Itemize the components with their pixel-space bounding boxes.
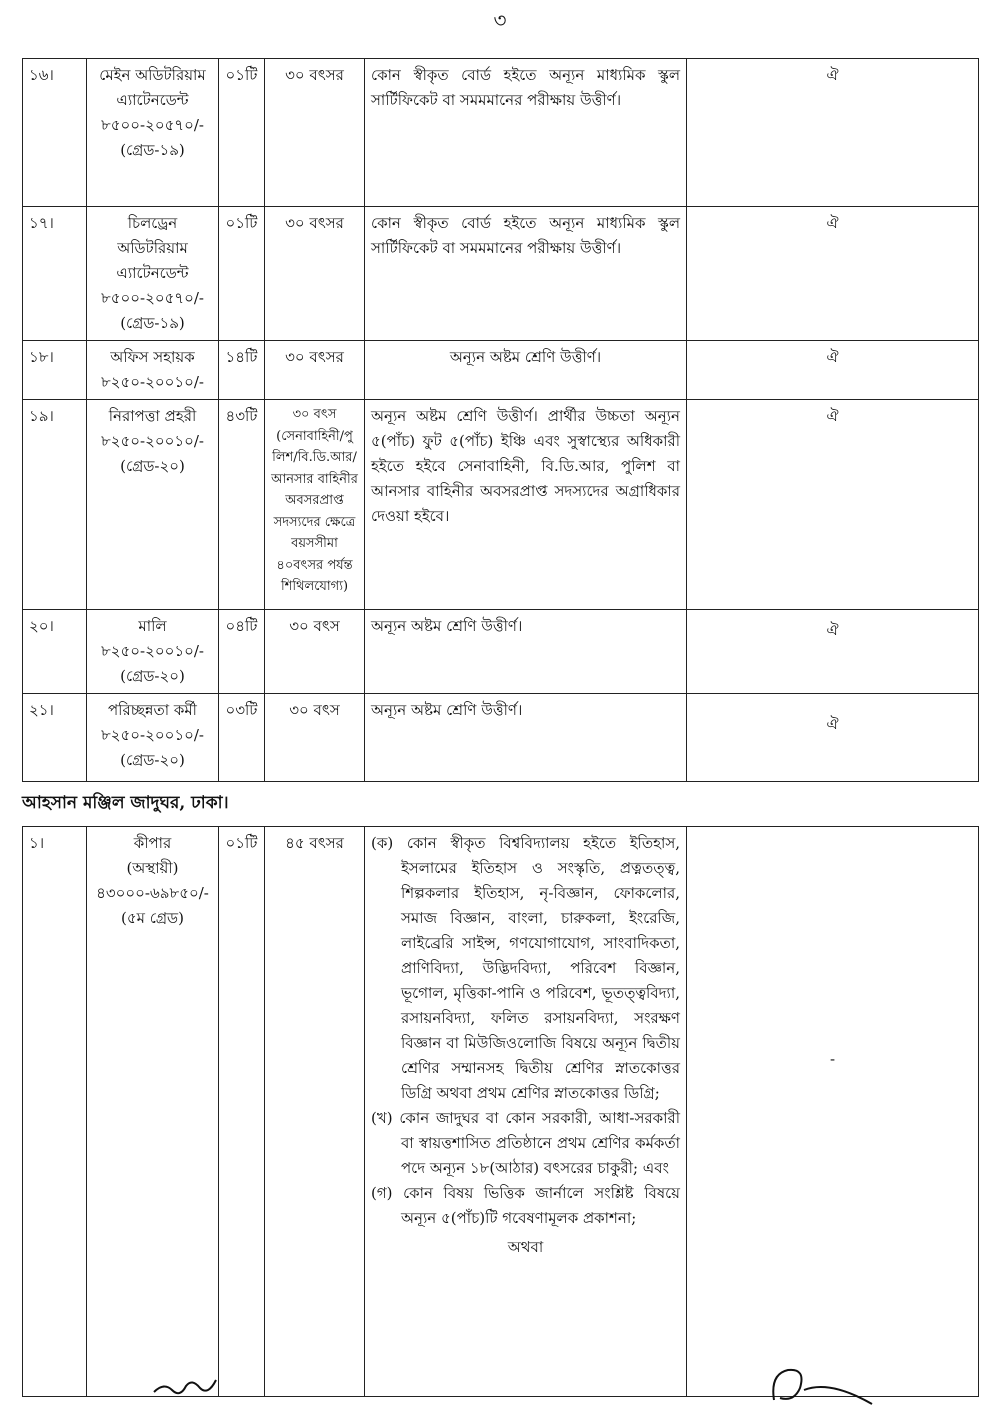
table-row	[23, 207, 979, 341]
post-cell	[87, 400, 219, 610]
qualification-cell: অন্যূন অষ্টম শ্রেণি উত্তীর্ণ।	[365, 694, 687, 782]
count-cell: ০১টি	[219, 59, 265, 207]
qualification-item: (গ) কোন বিষয় ভিত্তিক জার্নালে সংশ্লিষ্ট বিষয়ে অন্যূন ৫(পাঁচ)টি গবেষণামূলক প্রকাশনা;	[371, 1184, 680, 1227]
remark-cell: -	[687, 827, 979, 1397]
age-line: শিথিলযোগ্য)	[280, 579, 349, 594]
remark-cell: ঐ	[687, 207, 979, 341]
qualification-cell	[365, 827, 687, 1397]
post-line: ৮২৫০-২০০১০/-	[101, 373, 204, 391]
table-row	[23, 610, 979, 694]
age-line: সদস্যদের ক্ষেত্রে	[273, 514, 356, 530]
age-line: ৩০ বৎস	[292, 407, 337, 422]
remark-cell: ঐ	[687, 59, 979, 207]
table-row	[23, 827, 979, 1397]
post-line: ৪৩০০০-৬৯৮৫০/-	[96, 884, 209, 902]
age-line: আনসার বাহিনীর	[271, 471, 358, 487]
post-line: (গ্রেড-২০)	[120, 457, 185, 475]
age-line: অবসরপ্রাপ্ত	[285, 493, 344, 508]
post-line: (গ্রেড-২০)	[120, 751, 185, 769]
age-line: বয়সসীমা	[291, 536, 338, 551]
age-cell: ৩০ বৎসর	[265, 59, 365, 207]
serial-cell: ১৬।	[23, 59, 87, 207]
posts-table	[22, 58, 979, 782]
post-line: ৮২৫০-২০০১০/-	[101, 726, 204, 744]
serial-cell: ১৯।	[23, 400, 87, 610]
post-line: (গ্রেড-২০)	[120, 667, 185, 685]
count-cell: ০১টি	[219, 207, 265, 341]
post-line: (৫ম গ্রেড)	[121, 909, 184, 927]
qualification-item: (খ) কোন জাদুঘর বা কোন সরকারী, আধা-সরকারী বা স্বায়ত্তশাসিত প্রতিষ্ঠানে প্রথম শ্রেণির কর্মকর্তা পদে অন্যূন ১৮(আঠার) বৎসরের চাকুরী; এবং	[371, 1109, 680, 1177]
post-cell	[87, 610, 219, 694]
age-line: লিশ/বি.ডি.আর/	[272, 450, 357, 465]
post-cell	[87, 694, 219, 782]
count-cell: ৪৩টি	[219, 400, 265, 610]
post-line: চিলড্রেন	[127, 214, 178, 232]
page-number: ৩	[493, 8, 507, 32]
table-row	[23, 400, 979, 610]
post-line: এ্যাটেনডেন্ট	[116, 91, 189, 109]
qualification-cell: অন্যূন অষ্টম শ্রেণি উত্তীর্ণ।	[365, 610, 687, 694]
serial-cell: ২০।	[23, 610, 87, 694]
post-cell	[87, 59, 219, 207]
qualification-cell: কোন স্বীকৃত বোর্ড হইতে অন্যূন মাধ্যমিক স্কুল সার্টিফিকেট বা সমমমানের পরীক্ষায় উত্তীর্ণ।	[365, 207, 687, 341]
remark-cell: ঐ	[687, 400, 979, 610]
age-cell: ৩০ বৎসর	[265, 207, 365, 341]
post-line: কীপার	[133, 834, 172, 852]
post-cell	[87, 827, 219, 1397]
age-line: ৪০বৎসর পর্যন্ত	[276, 557, 353, 573]
qualification-cell: অন্যূন অষ্টম শ্রেণি উত্তীর্ণ।	[365, 341, 687, 400]
signature-left	[150, 1372, 220, 1402]
section-heading: আহসান মঞ্জিল জাদুঘর, ঢাকা।	[22, 793, 229, 813]
post-line: এ্যাটেনডেন্ট	[116, 264, 189, 282]
remark-cell: ঐ	[687, 610, 979, 694]
post-cell	[87, 341, 219, 400]
post-line: অডিটরিয়াম	[117, 239, 188, 257]
post-cell	[87, 207, 219, 341]
count-cell: ০১টি	[219, 827, 265, 1397]
post-line: মেইন অডিটরিয়াম	[99, 66, 206, 84]
age-cell	[265, 400, 365, 610]
post-line: ৮২৫০-২০০১০/-	[101, 642, 204, 660]
qualification-cell: কোন স্বীকৃত বোর্ড হইতে অন্যূন মাধ্যমিক স্কুল সার্টিফিকেট বা সমমমানের পরীক্ষায় উত্তীর্ণ।	[365, 59, 687, 207]
post-line: ৮৫০০-২০৫৭০/-	[101, 116, 204, 134]
remark-cell: ঐ	[687, 341, 979, 400]
table-row	[23, 59, 979, 207]
remark-cell: ঐ	[687, 694, 979, 782]
post-line: মালি	[138, 617, 167, 635]
age-cell: ৪৫ বৎসর	[265, 827, 365, 1397]
age-cell: ৩০ বৎস	[265, 694, 365, 782]
qualification-or: অথবা	[507, 1238, 544, 1256]
post-line: ৮৫০০-২০৫৭০/-	[101, 289, 204, 307]
count-cell: ০৩টি	[219, 694, 265, 782]
post-line: (গ্রেড-১৯)	[120, 141, 185, 159]
serial-cell: ১৭।	[23, 207, 87, 341]
post-line: ৮২৫০-২০০১০/-	[101, 432, 204, 450]
count-cell: ১৪টি	[219, 341, 265, 400]
serial-cell: ১৮।	[23, 341, 87, 400]
post-line: (অস্থায়ী)	[126, 859, 179, 877]
post-line: নিরাপত্তা প্রহরী	[108, 407, 197, 425]
qualification-item: (ক) কোন স্বীকৃত বিশ্ববিদ্যালয় হইতে ইতিহাস, ইসলামের ইতিহাস ও সংস্কৃতি, প্রত্নতত্ত্ব, শিল্পকলার ইতিহাস, নৃ-বিজ্ঞান, ফোকলোর, সমাজ বিজ্ঞান, বাংলা, চারুকলা, ইংরেজি, লাইব্রেরি সাইন্স, গণযোগাযোগ, সাংবাদিকতা, প্রাণিবিদ্যা, উদ্ভিদবিদ্যা, পরিবেশ বিজ্ঞান, ভূগোল, মৃত্তিকা-পানি ও পরিবেশ, ভূতত্ত্ববিদ্যা, রসায়নবিদ্যা, ফলিত রসায়নবিদ্যা, সংরক্ষণ বিজ্ঞান বা মিউজিওলোজি বিষয়ে অন্যূন দ্বিতীয় শ্রেণির সম্মানসহ দ্বিতীয় শ্রেণির স্নাতকোত্তর ডিগ্রি অথবা প্রথম শ্রেণির স্নাতকোত্তর ডিগ্রি;	[371, 834, 680, 1102]
serial-cell: ১।	[23, 827, 87, 1397]
serial-cell: ২১।	[23, 694, 87, 782]
signature-right	[760, 1360, 880, 1410]
qualification-cell: অন্যূন অষ্টম শ্রেণি উত্তীর্ণ। প্রার্থীর উচ্চতা অন্যূন ৫(পাঁচ) ফুট ৫(পাঁচ) ইঞ্চি এবং সুস্বাস্থ্যের অধিকারী হইতে হইবে সেনাবাহিনী, বি.ডি.আর, পুলিশ বা আনসার বাহিনীর অবসরপ্রাপ্ত সদস্যদের অগ্রাধিকার দেওয়া হইবে।	[365, 400, 687, 610]
post-line: পরিচ্ছন্নতা কর্মী	[108, 701, 197, 719]
table-row	[23, 694, 979, 782]
count-cell: ০৪টি	[219, 610, 265, 694]
age-cell: ৩০ বৎসর	[265, 341, 365, 400]
post-line: অফিস সহায়ক	[110, 348, 195, 366]
posts-table-ahsan-manzil	[22, 826, 979, 1397]
post-line: (গ্রেড-১৯)	[120, 314, 185, 332]
age-line: (সেনাবাহিনী/পু	[276, 428, 353, 444]
table-row	[23, 341, 979, 400]
age-cell: ৩০ বৎস	[265, 610, 365, 694]
